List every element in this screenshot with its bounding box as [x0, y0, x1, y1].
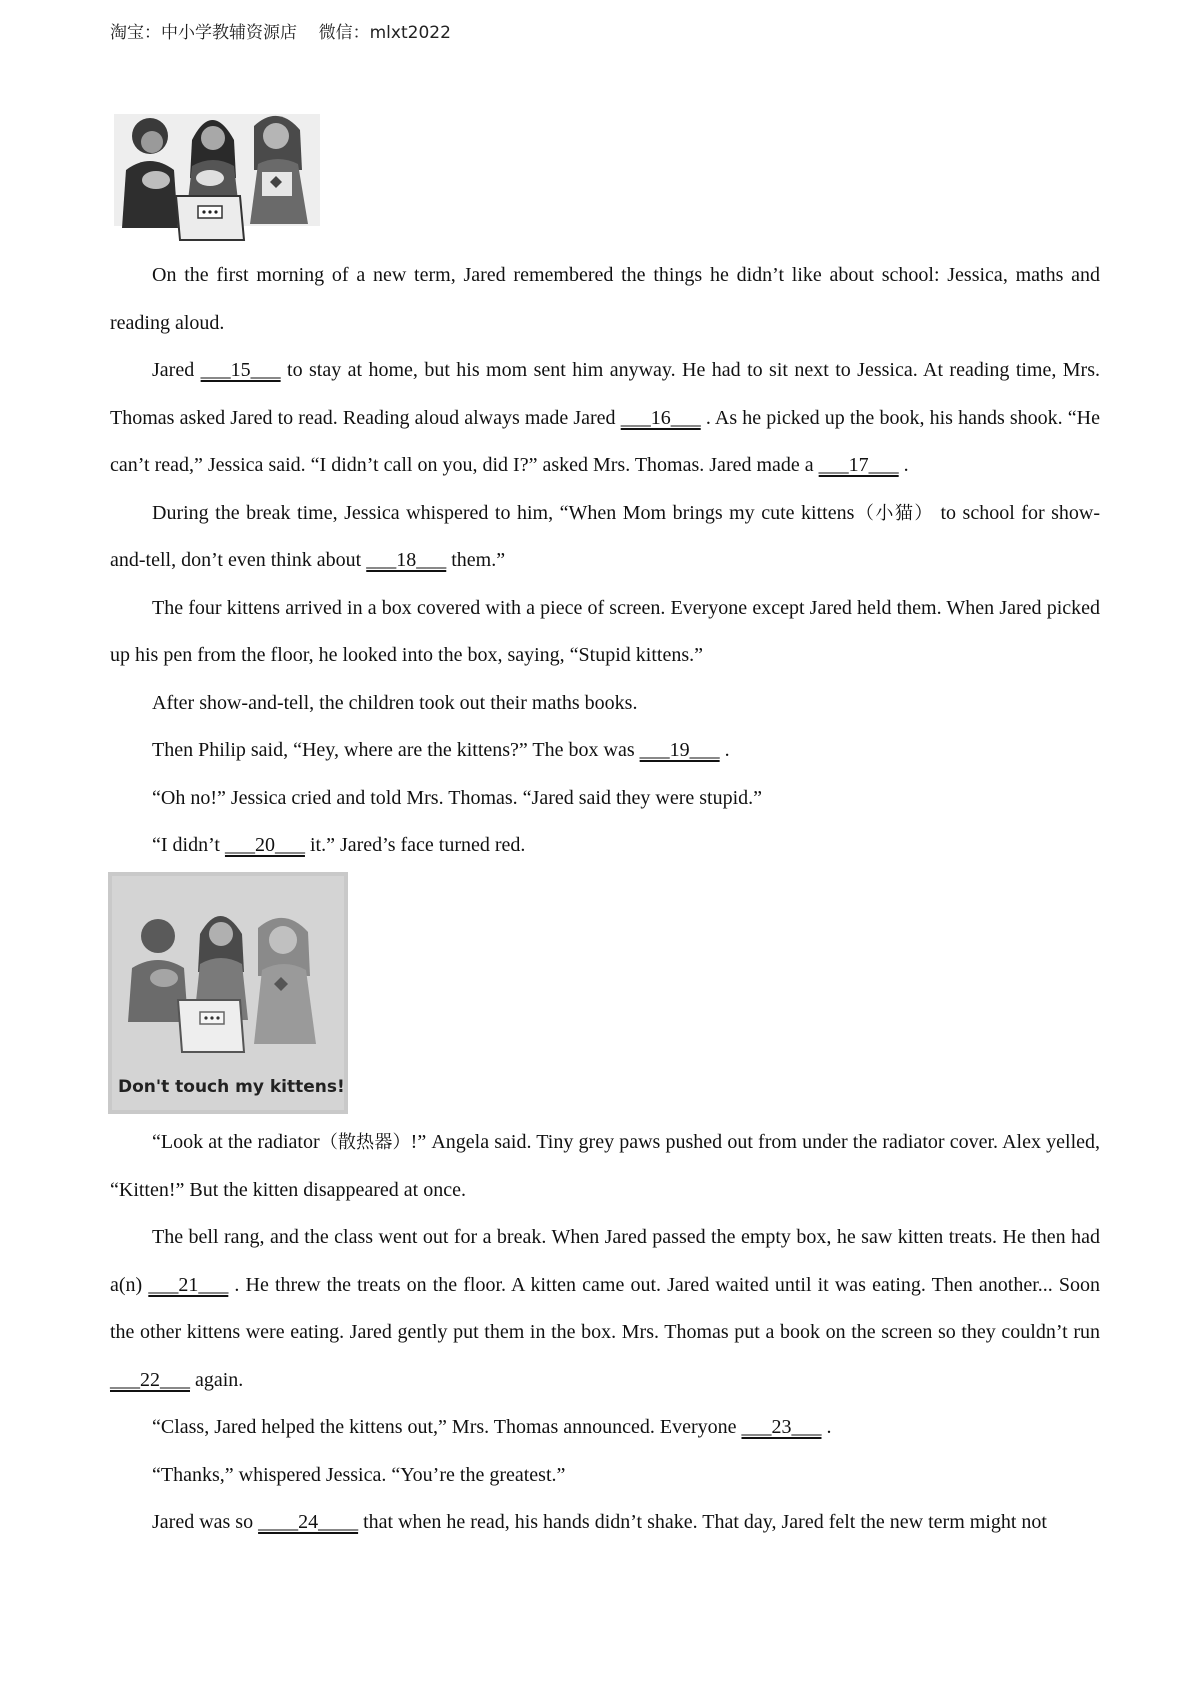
paragraph: The four kittens arrived in a box covered with a piece of screen. Everyone except Jared held them. When Jared picked up his pen from the floor, he looked into the box, saying, “Stupid kittens.” [110, 596, 1100, 666]
blank-18[interactable]: ___18___ [366, 549, 447, 571]
blank-22[interactable]: ___22___ [110, 1368, 190, 1391]
paragraph: During the break time, Jessica whispered to him, “When Mom brings my cute kittens（小猫） to school for show-and-tell, don’t even think about ___18___ them.” [110, 490, 1100, 585]
blank-16[interactable]: ___16___ [620, 406, 701, 429]
paragraph: “Look at the radiator（散热器）!” Angela said. Tiny grey paws pushed out from under the radiator cover. Alex yelled, “Kitten!” But the kitten disappeared at once. [110, 1131, 1101, 1201]
paragraph: Then Philip said, “Hey, where are the kittens?” The box was ___19___ . [110, 727, 1100, 775]
watermark: 淘宝：中小学教辅资源店 微信：mlxt2022 [110, 23, 451, 43]
paragraph: “Class, Jared helped the kittens out,” Mrs. Thomas announced. Everyone ___23___ . [110, 1404, 1100, 1452]
passage-part-2 [110, 1119, 1100, 1547]
paragraph: After show-and-tell, the children took out their maths books. [152, 691, 638, 714]
figure-caption: Don't touch my kittens! [118, 1077, 345, 1097]
paragraph: Jared ___15___ to stay at home, but his mom sent him anyway. He had to sit next to Jessica. At reading time, Mrs. Thomas asked Jared to read. Reading aloud always made Jared ___16___ . As he picked up the book, his hands shook. “He can’t read,” Jessica said. “I didn’t call on you, did I?” asked Mrs. Thomas. Jared made a ___17___ . [110, 347, 1100, 490]
illustration-dont-touch-kittens [108, 872, 348, 1114]
passage-part-1 [110, 252, 1100, 870]
paragraph: Jared was so ____24____ that when he read, his hands didn’t shake. That day, Jared felt the new term might not [110, 1499, 1100, 1547]
blank-15[interactable]: ___15___ [200, 359, 281, 381]
illustration-children-with-box [112, 100, 326, 246]
paragraph: “Thanks,” whispered Jessica. “You’re the greatest.” [152, 1463, 566, 1486]
blank-19[interactable]: ___19___ [639, 739, 720, 761]
blank-23[interactable]: ___23___ [741, 1416, 822, 1438]
paragraph: On the first morning of a new term, Jared remembered the things he didn’t like about school: Jessica, maths and reading aloud. [110, 264, 1100, 334]
blank-17[interactable]: ___17___ [818, 454, 899, 476]
blank-20[interactable]: ___20___ [224, 834, 305, 856]
paragraph: “Oh no!” Jessica cried and told Mrs. Thomas. “Jared said they were stupid.” [152, 786, 763, 809]
paragraph: The bell rang, and the class went out for a break. When Jared passed the empty box, he saw kitten treats. He then had a(n) ___21___ . He threw the treats on the floor. A kitten came out. Jared waited until it was eating. Then another... Soon the other kittens were eating. Jared gently put them in the box. Mrs. Thomas put a book on the screen so they couldn’t run ___22___ again. [110, 1214, 1100, 1404]
paragraph: “I didn’t ___20___ it.” Jared’s face turned red. [110, 822, 1100, 870]
blank-24[interactable]: ____24____ [258, 1511, 359, 1533]
blank-21[interactable]: ___21___ [148, 1273, 229, 1296]
